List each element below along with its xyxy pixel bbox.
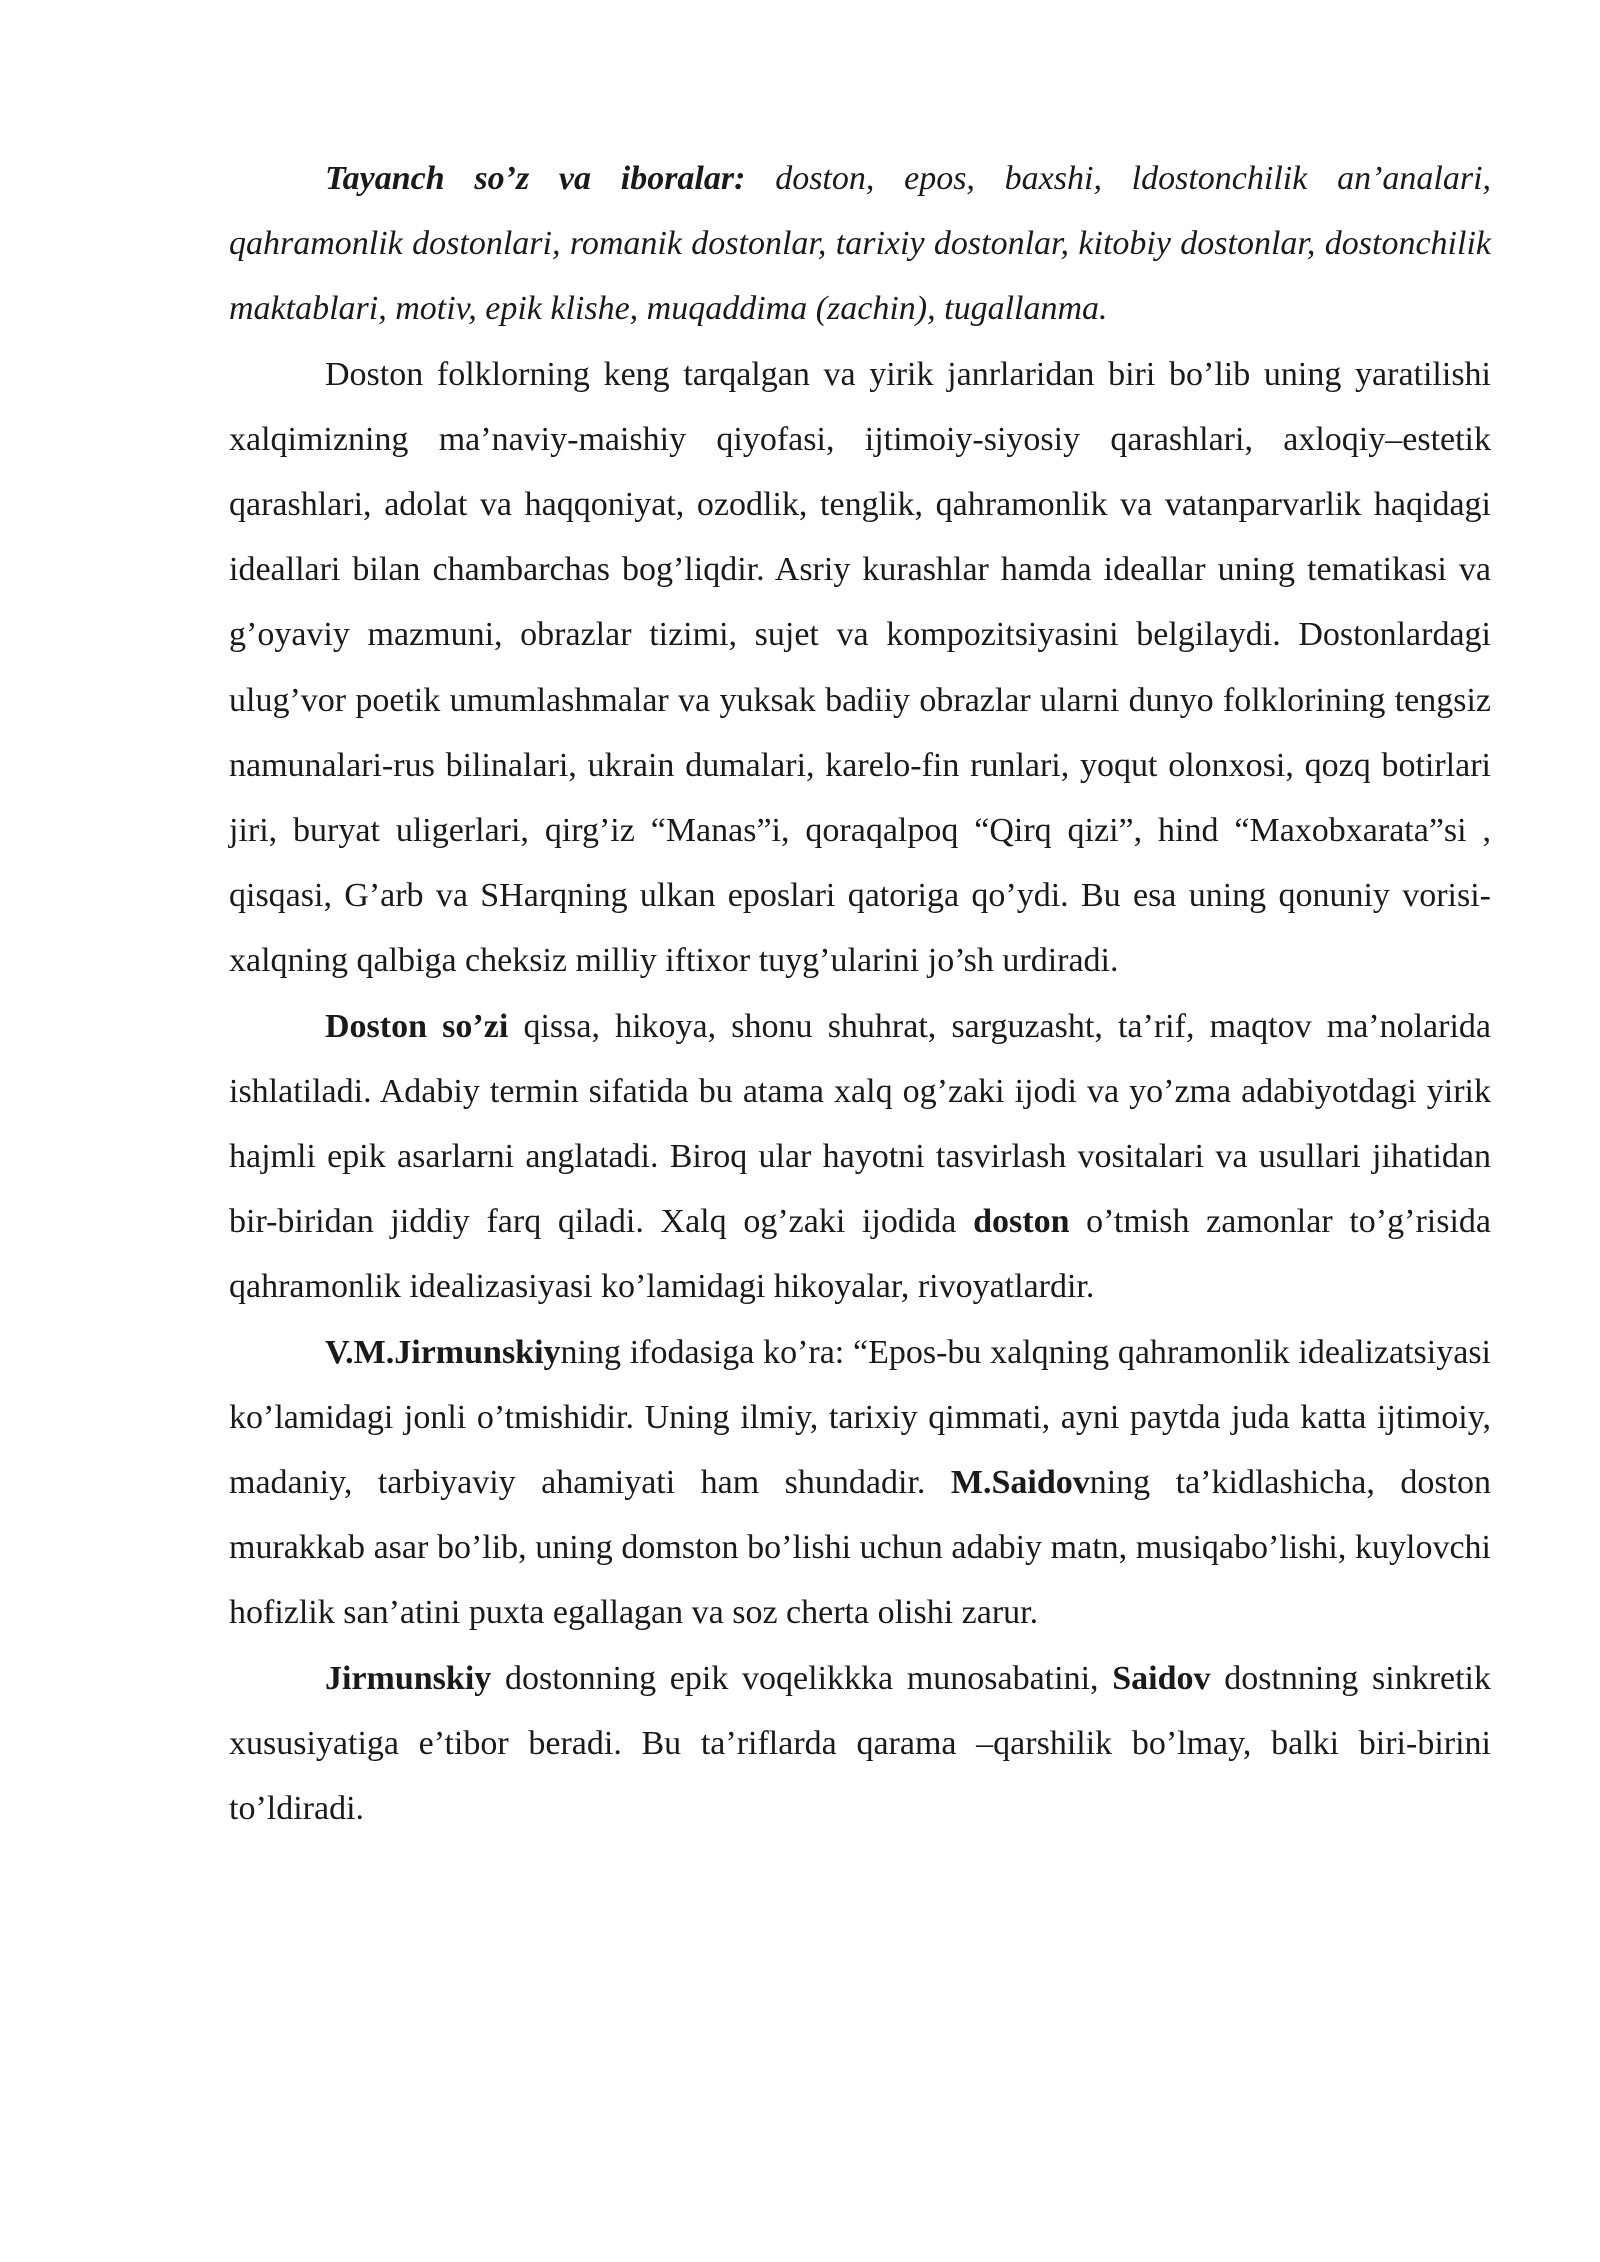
bold-term: doston [973, 1203, 1070, 1241]
text-run: qissa, hikoya, shonu shuhrat, sarguzasht, ta’rif, maqtov ma’nolarida ishlatiladi. Adabiy termin sifatida bu atama xalq og’zaki ijodi va yo’zma adabiyotdagi yirik hajmli epik asarlarni anglatadi. Biroq ular hayotni tasvirlash vositalari va usullari jihatidan bir-biridan jiddiy farq qiladi. Xalq og’zaki ijodida [229, 1007, 1491, 1241]
author-name: V.M.Jirmunskiy [325, 1333, 561, 1371]
keywords-heading: Tayanch so’z va iboralar: [325, 160, 746, 197]
text-run: ning ifodasiga ko’ra: “Epos-bu xalqning qahramonlik idealizatsiyasi ko’lamidagi jonli o’tmishidir. Uning ilmiy, tarixiy qimmati, ayni paytda juda katta ijtimoiy, madaniy, tarbiyaviy ahamiyati ham shundadir. [229, 1333, 1491, 1502]
text-run: Doston folklorning keng tarqalgan va yirik janrlaridan biri bo’lib uning yaratilishi xalqimizning ma’naviy-maishiy qiyofasi, ijtimoiy-siyosiy qarashlari, axloqiy–estetik qarashlari, adolat va haqqoniyat, ozodlik, tenglik, qahramonlik va vatanparvarlik haqidagi ideallari bilan chambarchas bog’liqdir. Asriy kurashlar hamda ideallar uning tematikasi va g’oyaviy mazmuni, obrazlar tizimi, sujet va kompozitsiyasini belgilaydi. Dostonlardagi ulug’vor poetik umumlashmalar va yuksak badiiy obrazlar ularni dunyo folklorining tengsiz namunalari-rus bilinalari, ukrain dumalari, karelo-fin runlari, yoqut olonxosi, qozq botirlari jiri, buryat uligerlari, qirg’iz “Manas”i, qoraqalpoq “Qirq qizi”, hind “Maxobxarata”si , qisqasi, G’arb va SHarqning ulkan eposlari qatoriga qo’ydi. Bu esa uning qonuniy vorisi-xalqning qalbiga cheksiz milliy iftixor tuyg’ularini jo’sh urdiradi. [229, 355, 1491, 980]
text-run: dostnning sinkretik xususiyatiga e’tibor beradi. Bu ta’riflarda qarama –qarshilik bo’lmay, balki biri-birini to’ldiradi. [229, 1659, 1491, 1828]
paragraph-jirmunskiy-quote [229, 1320, 1491, 1646]
paragraph-conclusion [229, 1646, 1491, 1842]
paragraph-doston-word [229, 994, 1491, 1320]
text-run [745, 160, 775, 197]
bold-term: Doston so’zi [325, 1007, 509, 1045]
text-run: ning ta’kidlashicha, doston murakkab asar bo’lib, uning domston bo’lishi uchun adabiy matn, musiqabo’lishi, kuylovchi hofizlik san’atini puxta egallagan va soz cherta olishi zarur. [229, 1464, 1491, 1632]
document-page [229, 146, 1491, 1841]
author-name: Saidov [1112, 1659, 1211, 1697]
author-name: M.Saidov [950, 1464, 1090, 1502]
keywords-list: doston, epos, baxshi, ldostonchilik an’analari, qahramonlik dostonlari, romanik dostonlar, tarixiy dostonlar, kitobiy dostonlar, dostonchilik maktablari, motiv, epik klishe, muqaddima (zachin), tugallanma. [229, 160, 1492, 328]
paragraph-keywords [229, 146, 1491, 342]
paragraph-doston-intro [229, 342, 1491, 994]
text-run: o’tmish zamonlar to’g’risida qahramonlik idealizasiyasi ko’lamidagi hikoyalar, rivoyatlardir. [229, 1203, 1491, 1306]
author-name: Jirmunskiy [325, 1659, 492, 1697]
text-run: dostonning epik voqelikkka munosabatini, [491, 1659, 1113, 1697]
